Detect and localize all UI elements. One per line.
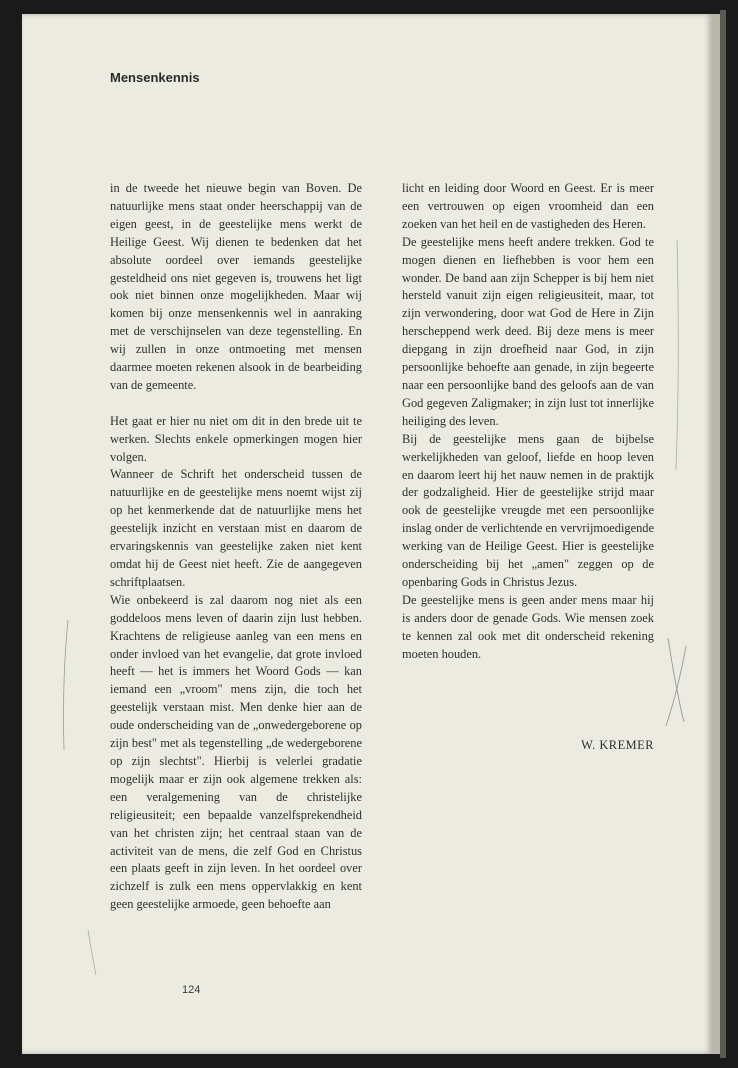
paragraph: Het gaat er hier nu niet om dit in den brede uit te werken. Slechts enkele opmerkingen mogen hier volgen. bbox=[110, 413, 362, 464]
paragraph: Wie onbekeerd is zal daarom nog niet als een goddeloos mens leven of daarin zijn lust hebben. Krachtens de religieuse aanleg van een mens en onder invloed van het evangelie, dat grote invloed heeft — het is immers het Woord Gods — kan iemand een „vroom" mens zijn, die toch het geestelijk verstaan mist. Men denke hier aan de oude onderscheiding van de „onwedergeborene op zijn best" met als tegenstelling „de wedergeborene op zijn slechtst". Hierbij is velerlei gradatie mogelijk maar er zijn ook algemene trekken als: een veralgemening van de christelijke religieusiteit; een bepaalde vanzelfsprekendheid van het christen zijn; het centraal staan van de activiteit van de mens, die zelf God en Christus een plaats geeft in zijn leven. In het oordeel over zichzelf is zulk een mens oppervlakkig en kent geen geestelijke armoede, geen behoefte aan bbox=[110, 592, 362, 912]
paragraph: licht en leiding door Woord en Geest. Er is meer een vertrouwen op eigen vroomheid dan een zoeken van het heil en de vastigheden des Heren. bbox=[402, 181, 654, 231]
paragraph: Bij de geestelijke mens gaan de bijbelse werkelijkheden van geloof, liefde en hoop leven en daarom leert hij het nauw nemen in de praktijk der godzaligheid. Hier de geestelijke strijd maar ook de geestelijke vreugde met een persoonlijke inslag onder de verlichtende en vervrijmoedigende werking van de Heilige Geest. Hier is geestelijke onderscheiding bij het „amen" zeggen op de openbaring Gods in Christus Jezus. bbox=[402, 431, 654, 589]
pencil-margin-line bbox=[676, 240, 678, 470]
paragraph: Wanneer de Schrift het onderscheid tussen de natuurlijke en de geestelijke mens noemt wijst zij op het kenmerkende dat de natuurlijke mens het geestelijk inzicht en verstaan mist en daarom de ervaringskennis van geestelijke zaken niet kent omdat hij de Geest niet heeft. Zie de aangegeven schriftplaatsen. bbox=[110, 467, 362, 589]
pencil-margin-line bbox=[88, 930, 96, 975]
paragraph: in de tweede het nieuwe begin van Boven. De natuurlijke mens staat onder heerschappij van de eigen geest, in de geestelijke mens werkt de Heilige Geest. Wij dienen te bedenken dat het absolute oordeel over iemands geestelijke gesteldheid ons niet gegeven is, trouwens het ligt ook niet binnen onze mogelijkheden. Maar wij komen bij onze mensenkennis wel in aanraking met de verschijnselen van deze tegenstelling. En wij zullen in onze ontmoeting met mensen daarmee moeten rekenen alsook in de bearbeiding van de gemeente. bbox=[110, 181, 362, 392]
page-number: 124 bbox=[182, 984, 201, 996]
paragraph: De geestelijke mens heeft andere trekken. God te mogen dienen en liefhebben is voor hem een wonder. De band aan zijn Schepper is bij hem niet hersteld vanuit zijn eigen religieusiteit, maar, tot zijn verwondering, door wat God de Here in Zijn herscheppend werk deed. Bij deze mens is meer diepgang in zijn droefheid naar God, in zijn persoonlijke behoefte aan genade, in zijn begeerte naar een persoonlijke band des geloofs aan de van God gegeven Zaligmaker; in zijn lust tot innerlijke heiliging des leven. bbox=[402, 234, 654, 428]
pencil-margin-line bbox=[64, 620, 69, 750]
paragraph: De geestelijke mens is geen ander mens maar hij is anders door de genade Gods. Wie mensen zoek te kennen zal ook met dit onderscheid rekening moeten houden. bbox=[402, 592, 654, 661]
section-title: Mensenkennis bbox=[110, 70, 200, 85]
pencil-cross-mark bbox=[668, 638, 684, 722]
author-signature: W. KREMER bbox=[581, 738, 654, 752]
